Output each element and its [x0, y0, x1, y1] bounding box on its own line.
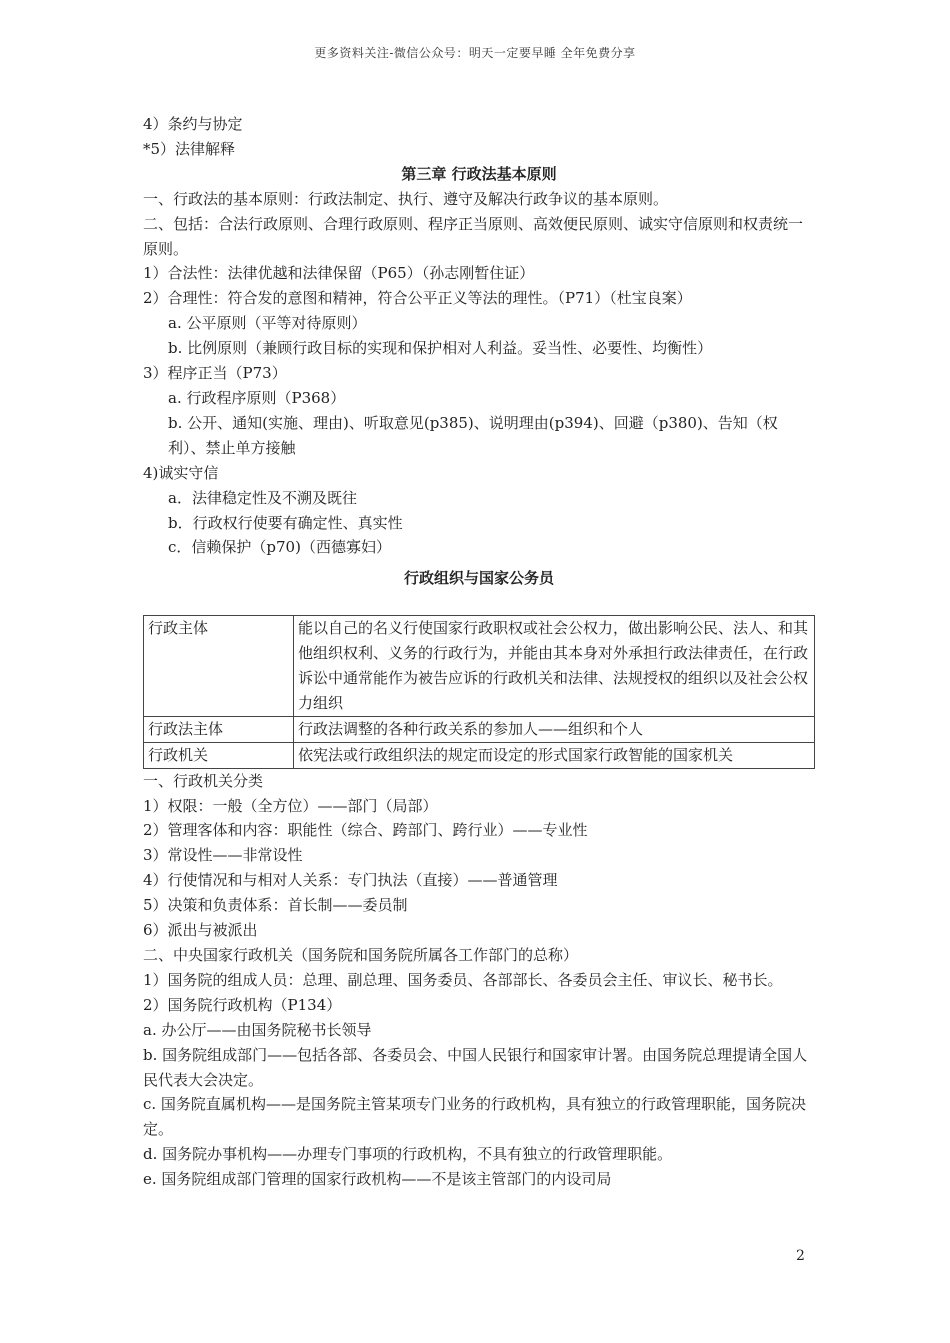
- text-line: d. 国务院办事机构——办理专门事项的行政机构，不具有独立的行政管理职能。: [143, 1145, 673, 1164]
- section-title: 行政组织与国家公务员: [403, 569, 554, 588]
- text-line: e. 国务院组成部门管理的国家行政机构——不是该主管部门的内设司局: [143, 1170, 612, 1189]
- term-cell: 行政机关: [144, 742, 294, 768]
- table-row: [144, 716, 815, 742]
- definition-table: [143, 615, 815, 768]
- text-line: c. 国务院直属机构——是国务院主管某项专门业务的行政机构，具有独立的行政管理职能，国务院决定。: [143, 1095, 806, 1139]
- page-number: 2: [796, 1248, 805, 1264]
- agency-classification-section: [143, 769, 815, 1192]
- text-line: 2）国务院行政机构（P134）: [143, 995, 342, 1014]
- table-row: [144, 616, 815, 717]
- page-header: 更多资料关注-微信公众号：明天一定要早睡 全年免费分享: [314, 46, 636, 60]
- text-line: 1）权限：一般（全方位）——部门（局部）: [143, 796, 438, 815]
- text-line: 一、行政机关分类: [143, 771, 264, 790]
- text-line: 3）常设性——非常设性: [143, 846, 303, 865]
- text-line: *5）法律解释: [143, 139, 236, 158]
- chapter-title: 第三章 行政法基本原则: [401, 164, 557, 183]
- text-line: 6）派出与被派出: [143, 921, 258, 940]
- text-line: 一、行政法的基本原则：行政法制定、执行、遵守及解决行政争议的基本原则。: [143, 189, 669, 208]
- text-line: 2）管理客体和内容：职能性（综合、跨部门、跨行业）——专业性: [143, 821, 588, 840]
- definition-cell: 依宪法或行政组织法的规定而设定的形式国家行政智能的国家机关: [294, 742, 815, 768]
- text-line: 1）国务院的组成人员：总理、副总理、国务委员、各部部长、各委员会主任、审议长、秘书长。: [143, 970, 783, 989]
- text-line: b. 公开、通知(实施、理由)、听取意见(p385)、说明理由(p394)、回避（p380)、告知（权利）、禁止单方接触: [168, 413, 778, 457]
- text-line: b. 国务院组成部门——包括各部、各委员会、中国人民银行和国家审计署。由国务院总理提请全国人民代表大会决定。: [143, 1045, 808, 1089]
- term-cell: 行政主体: [144, 616, 294, 717]
- text-line: a. 办公厅——由国务院秘书长领导: [143, 1020, 372, 1039]
- text-line: b．行政权行使要有确定性、真实性: [168, 513, 403, 532]
- text-line: 4）条约与协定: [143, 115, 243, 133]
- text-line: a. 行政程序原则（P368）: [168, 388, 346, 407]
- intro-lines: [143, 112, 815, 162]
- text-line: 二、中央国家行政机关（国务院和国务院所属各工作部门的总称）: [143, 946, 579, 964]
- text-line: c．信赖保护（p70)（西德寡妇）: [168, 538, 391, 557]
- principles-section: [143, 187, 815, 561]
- text-line: 二、包括：合法行政原则、合理行政原则、程序正当原则、高效便民原则、诚实守信原则和权责统一原则。: [143, 214, 804, 258]
- text-line: 5）决策和负责体系：首长制——委员制: [143, 896, 408, 915]
- text-line: 4）行使情况和与相对人关系：专门执法（直接）——普通管理: [143, 871, 558, 890]
- document-body: [143, 112, 815, 1192]
- text-line: 2）合理性：符合发的意图和精神，符合公平正义等法的理性。（P71）（杜宝良案）: [143, 289, 692, 308]
- term-cell: 行政法主体: [144, 716, 294, 742]
- definition-cell: 行政法调整的各种行政关系的参加人——组织和个人: [294, 716, 815, 742]
- table-row: [144, 742, 815, 768]
- text-line: 3）程序正当（P73）: [143, 364, 287, 383]
- text-line: 1）合法性：法律优越和法律保留（P65）（孙志刚暂住证）: [143, 264, 535, 283]
- definition-cell: 能以自己的名义行使国家行政职权或社会公权力，做出影响公民、法人、和其他组织权利、义务的行政行为，并能由其本身对外承担行政法律责任，在行政诉讼中通常能作为被告应诉的行政机关和法律、法规授权的组织以及社会公权力组织: [294, 616, 815, 717]
- text-line: a. 公平原则（平等对待原则）: [168, 314, 367, 333]
- text-line: a．法律稳定性及不溯及既往: [168, 488, 357, 507]
- text-line: b. 比例原则（兼顾行政目标的实现和保护相对人利益。妥当性、必要性、均衡性）: [168, 339, 713, 358]
- text-line: 4)诚实守信: [143, 463, 219, 482]
